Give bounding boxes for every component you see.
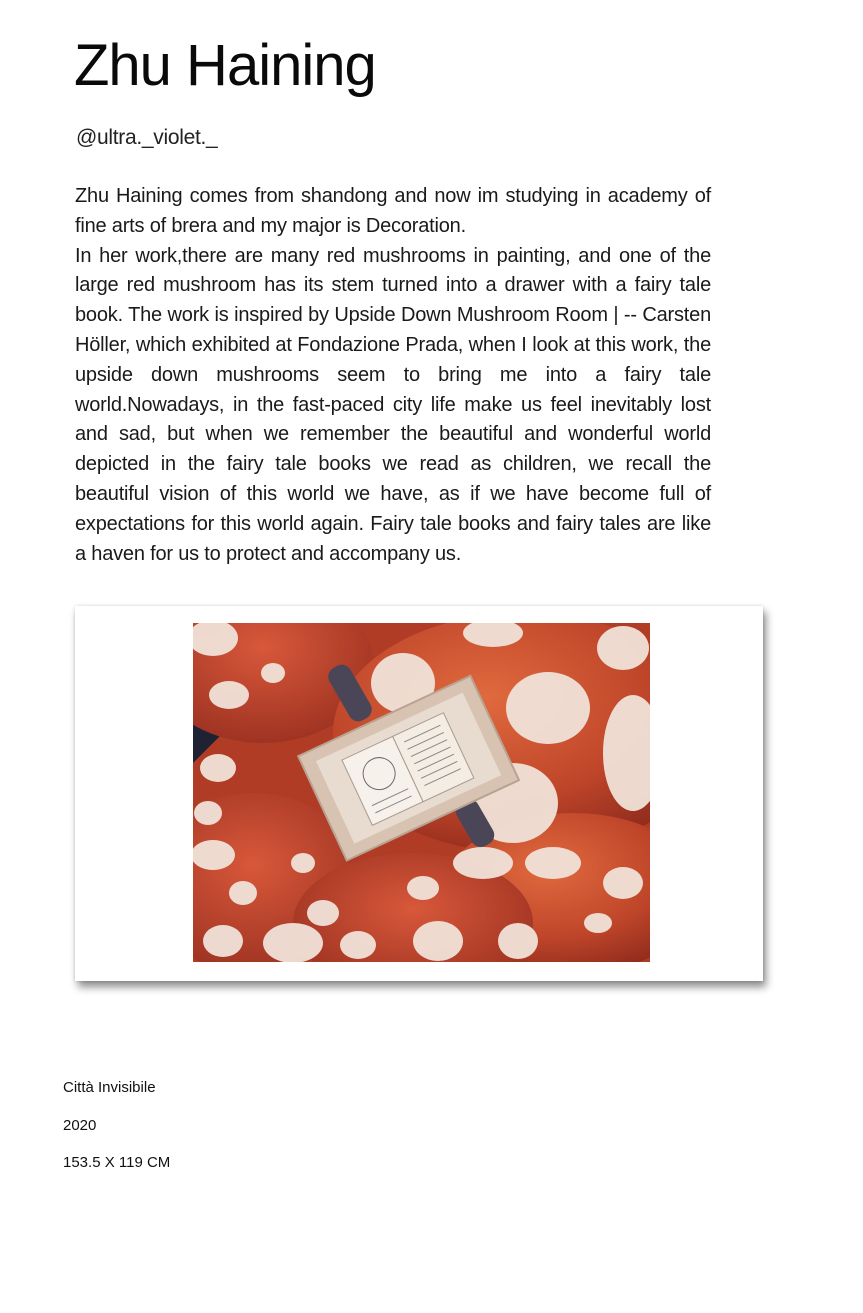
- artwork-title: Città Invisibile: [63, 1079, 156, 1096]
- artist-handle: @ultra._violet._: [76, 126, 218, 149]
- artist-name: Zhu Haining: [74, 33, 376, 98]
- bio-paragraph-1: Zhu Haining comes from shandong and now im studying in academy of fine arts of brera and my major is Decoration.: [75, 185, 711, 237]
- mushroom-painting-illustration: [193, 623, 650, 962]
- artwork-year: 2020: [63, 1117, 97, 1134]
- artist-bio: [75, 182, 711, 569]
- bio-paragraph-2: In her work,there are many red mushrooms in painting, and one of the large red mushroom has its stem turned into a drawer with a fairy tale book. The work is inspired by Upside Down Mushroom Room | -- Carsten Höller, which exhibited at Fondazione Prada, when I look at this work, the upside down mushrooms seem to bring me into a fairy tale world.Nowadays, in the fast-paced city life make us feel inevitably lost and sad, but when we remember the beautiful and wonderful world depicted in the fairy tale books we read as children, we recall the beautiful vision of this world we have, as if we have become full of expectations for this world again. Fairy tale books and fairy tales are like a haven for us to protect and accompany us.: [75, 244, 711, 565]
- artwork-painting: [193, 623, 650, 962]
- artwork-frame: [75, 606, 763, 981]
- artwork-dimensions: 153.5 X 119 CM: [63, 1154, 171, 1171]
